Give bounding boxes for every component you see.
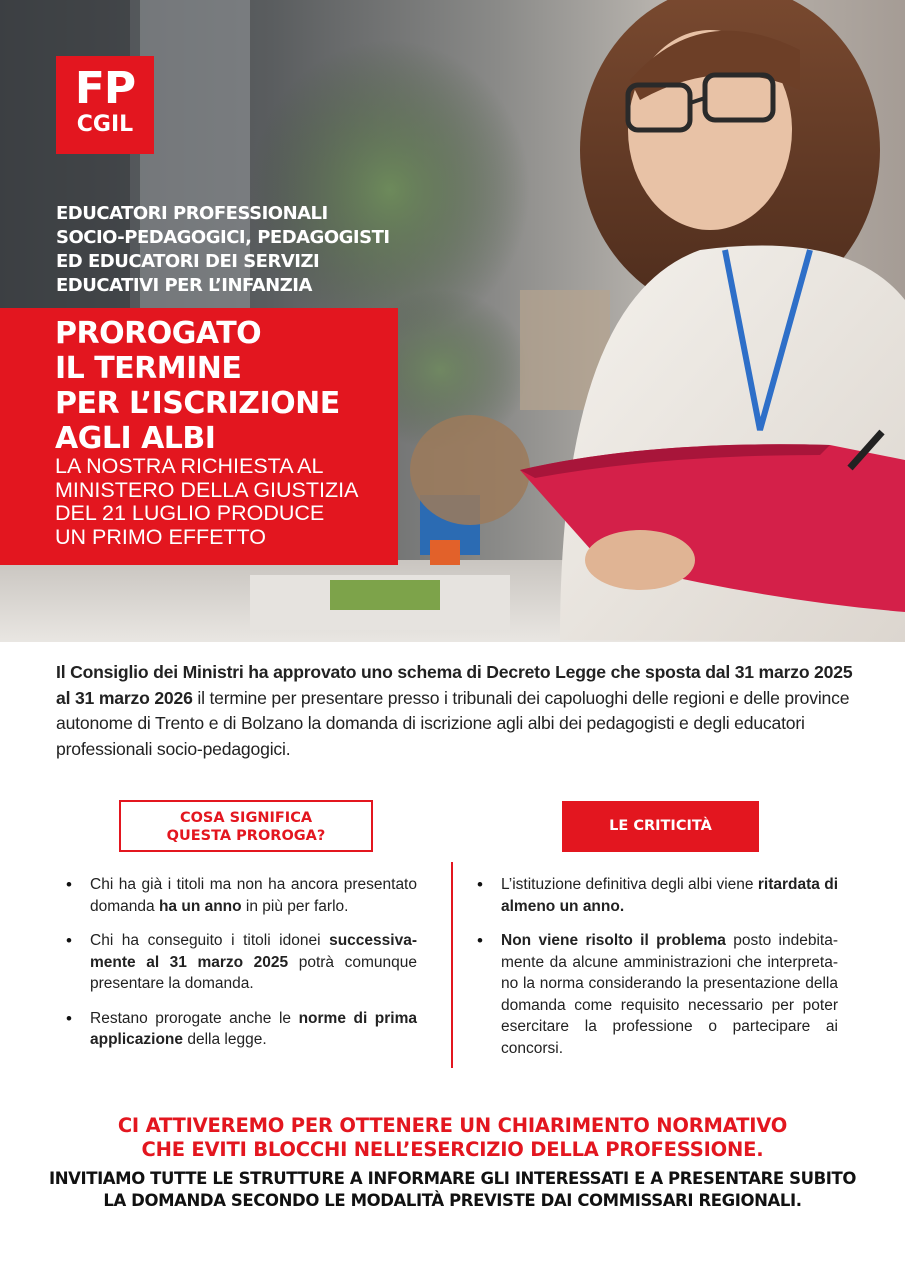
item-text: potrà comunque presentare la domanda.	[90, 953, 417, 992]
intro-text-1: Il Consiglio dei Ministri ha approvato uno schema di Decreto Legge che sposta	[56, 662, 706, 682]
intro-text-2: il termine per presentare presso i tribunali dei capoluoghi delle regioni e delle province autonome di Trento e di Bolzano la domanda di iscrizione agli albi dei pedagogisti e degli educatori professionali socio-pedagogici.	[56, 687, 850, 759]
subhead-line: DEL 21 LUGLIO PRODUCE	[55, 501, 325, 525]
item-bold: norme di prima applicazione	[90, 1009, 418, 1048]
category-line: EDUCATIVI PER L’INFANZIA	[56, 275, 312, 296]
headline-box	[0, 308, 398, 565]
call-to-action	[0, 1114, 905, 1162]
headline-line: PROROGATO	[55, 316, 262, 351]
item-text: Chi ha già i titoli ma non ha ancora presentato domanda	[90, 876, 417, 915]
call-line: CHE EVITI BLOCCHI NELL’ESERCIZIO DELLA PROFESSIONE.	[141, 1138, 764, 1161]
fp-cgil-logo	[56, 56, 154, 154]
headline-line: IL TERMINE	[55, 351, 242, 386]
left-heading-line: COSA SIGNIFICA	[179, 810, 313, 826]
item-text: della legge.	[183, 1031, 267, 1048]
list-item	[62, 930, 417, 995]
intro-text-bold: dal 31 marzo 2025 al 31 marzo 2026	[56, 662, 853, 708]
category-line: ED EDUCATORI DEI SERVIZI	[56, 251, 320, 272]
item-bold: ritardata di almeno un anno.	[501, 876, 838, 915]
intro-paragraph	[56, 660, 856, 762]
left-heading-line: QUESTA PROROGA?	[166, 828, 326, 844]
left-column-heading	[119, 800, 373, 852]
subhead-line: LA NOSTRA RICHIESTA AL	[55, 454, 324, 478]
item-text: in più per farlo.	[241, 897, 349, 915]
logo-cgil-text: CGIL	[76, 112, 134, 137]
right-bullet-list	[473, 874, 838, 1072]
list-item	[473, 930, 838, 1059]
subhead-line: MINISTERO DELLA GIUSTIZIA	[55, 477, 359, 502]
item-text: posto indebita-mente da alcune amministrazioni che interpreta-no la norma considerando la presentazione della domanda come requisito necessario per poter esercitare la professione o partecipare ai concorsi.	[501, 932, 838, 1057]
headline-line: AGLI ALBI	[55, 421, 216, 456]
invite-line: INVITIAMO TUTTE LE STRUTTURE A INFORMARE GLI INTERESSATI E A PRESENTARE SUBITO	[48, 1169, 857, 1188]
headline-line: PER L’ISCRIZIONE	[55, 386, 340, 421]
item-text: L’istituzione definitiva degli albi viene	[501, 876, 758, 893]
list-item	[473, 874, 838, 917]
item-bold: ha un anno	[158, 897, 242, 915]
item-bold: successiva-mente al 31 marzo 2025	[90, 932, 417, 971]
list-item	[62, 1008, 417, 1051]
item-text: Chi ha conseguito i titoli idonei	[90, 932, 330, 949]
logo-fp-text: FP	[74, 63, 136, 114]
right-column-heading: LE CRITICITÀ	[562, 801, 759, 852]
column-divider	[451, 862, 453, 1068]
invitation-text	[0, 1168, 905, 1212]
subheadline	[55, 455, 358, 549]
list-item	[62, 874, 417, 917]
category-line: SOCIO-PEDAGOGICI, PEDAGOGISTI	[56, 227, 390, 248]
invite-line: LA DOMANDA SECONDO LE MODALITÀ PREVISTE DAI COMMISSARI REGIONALI.	[103, 1191, 802, 1210]
category-line: EDUCATORI PROFESSIONALI	[56, 203, 328, 224]
item-bold: Non viene risolto il problema	[501, 932, 726, 949]
call-line: CI ATTIVEREMO PER OTTENERE UN CHIARIMENTO NORMATIVO	[117, 1114, 788, 1137]
left-bullet-list	[62, 874, 417, 1064]
category-heading	[56, 202, 416, 298]
headline	[55, 316, 340, 456]
subhead-line: UN PRIMO EFFETTO	[55, 524, 267, 549]
item-text: Restano prorogate anche le	[90, 1009, 299, 1027]
